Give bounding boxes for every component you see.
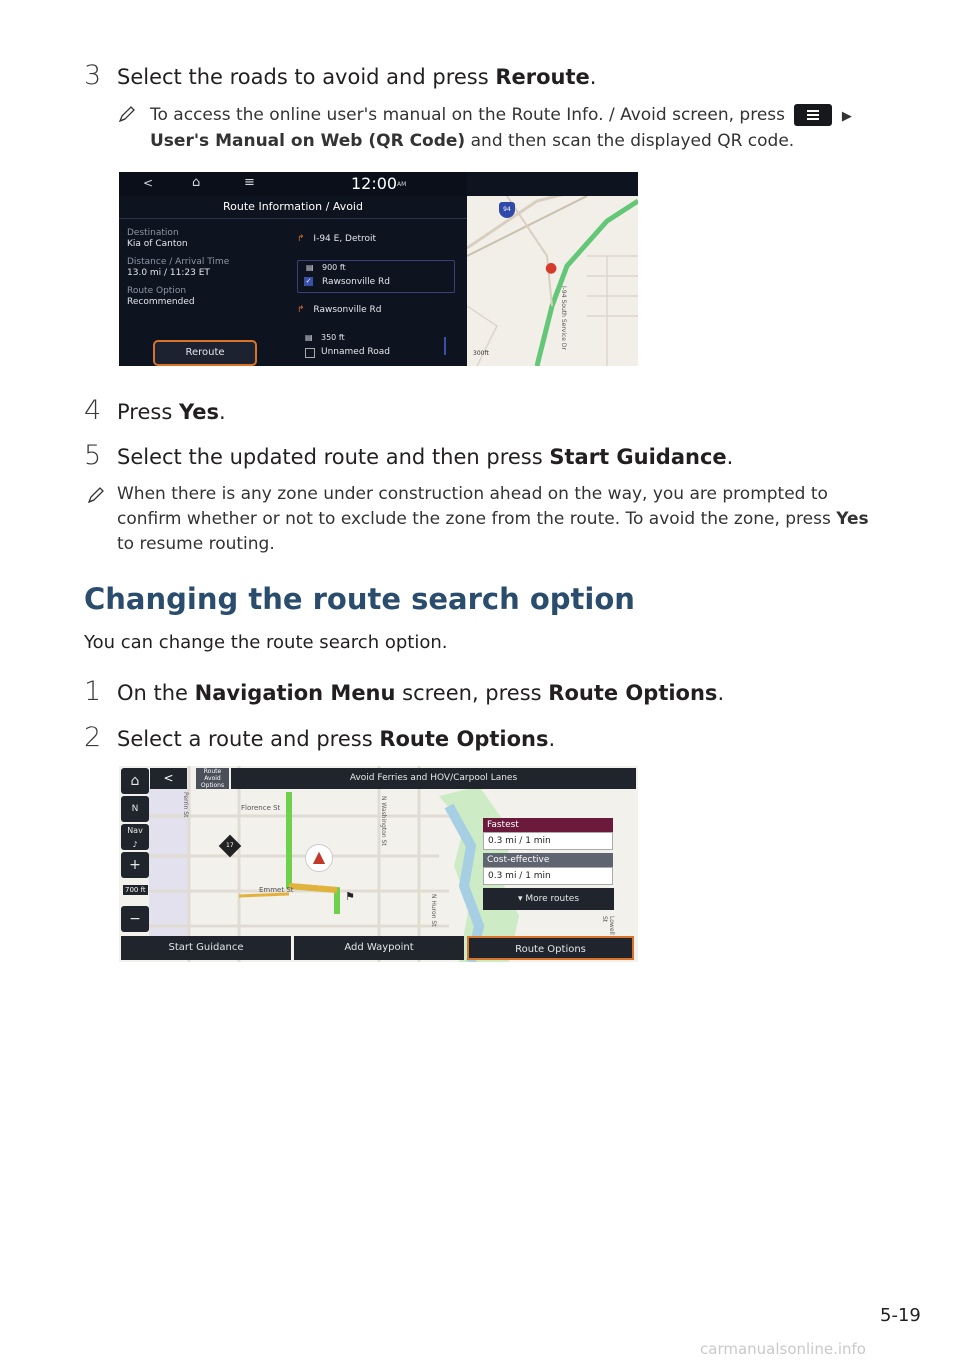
note-construction-zone: When there is any zone under construction ahead on the way, you are prompted to confirm whether or not to exclude the zone from the route. To avoid the zone, press Yes to resume routing. (117, 484, 869, 554)
reroute-button[interactable]: Reroute (153, 340, 257, 366)
destination-label: Destination (127, 228, 179, 238)
route-cost-effective[interactable]: Cost-effective 0.3 mi / 1 min (483, 853, 613, 885)
distance-value: 13.0 mi / 11:23 ET (127, 268, 210, 278)
interstate-shield-icon: 94 (499, 202, 515, 218)
step-5: 5 Select the updated route and then press Start Guidance. (84, 440, 734, 471)
map-drawing (467, 196, 638, 366)
checkbox-checked[interactable]: ✓ (305, 277, 312, 285)
lane-icon: ▤ (306, 263, 314, 272)
page-number: 5-19 (880, 1305, 921, 1326)
route-row-distance: 350 ft (321, 333, 345, 342)
destination-flag-icon: ⚑ (345, 890, 355, 903)
pencil-note-icon (86, 485, 106, 505)
start-guidance-button[interactable]: Start Guidance (121, 936, 291, 960)
divider (119, 218, 467, 219)
street-label: N Washington St (380, 796, 387, 846)
route-row-selected[interactable]: ▤ 900 ft ✓ Rawsonville Rd (297, 260, 455, 293)
street-label: Emmet St (259, 886, 294, 894)
scrollbar[interactable] (444, 337, 446, 355)
route-row[interactable]: ↱ Rawsonville Rd (297, 305, 382, 315)
top-bar (119, 172, 467, 196)
clock-ampm: AM (397, 181, 407, 188)
zoom-in-button[interactable]: + (121, 852, 149, 878)
menu-icon[interactable]: ≡ (244, 175, 255, 190)
watermark-footer: carmanualsonline.info (700, 1340, 866, 1358)
back-button[interactable]: < (150, 768, 187, 789)
clock: 12:00 (351, 174, 398, 193)
section-heading: Changing the route search option (84, 582, 635, 616)
screen-title: Route Information / Avoid (223, 200, 363, 213)
street-label: Florence St (241, 804, 281, 812)
lane-icon: ▤ (305, 333, 313, 342)
compass-button[interactable]: N (121, 796, 149, 822)
speaker-icon: ♪ (132, 840, 138, 849)
section-intro: You can change the route search option. (84, 632, 448, 653)
route-option-label: Route Option (127, 286, 187, 296)
route-shield-icon: 17 (219, 835, 242, 858)
more-routes-button[interactable]: ▾ More routes (483, 888, 614, 910)
distance-label: Distance / Arrival Time (127, 257, 230, 267)
checkbox-unchecked[interactable] (305, 348, 315, 358)
pencil-note-icon (117, 104, 137, 124)
street-label: Perrin St (182, 792, 189, 818)
route-avoid-options-tab[interactable]: Route Avoid Options (196, 768, 229, 789)
arrow-right-icon: ▶ (841, 109, 852, 124)
map-scale: 300ft (473, 350, 489, 357)
step-2: 2 Select a route and press Route Options. (84, 722, 556, 753)
route-row[interactable]: ↱ I-94 E, Detroit (297, 234, 377, 244)
step-4: 4 Press Yes. (84, 395, 226, 426)
street-label: N Huron St (430, 894, 437, 927)
current-position-icon: ▲ (305, 844, 333, 872)
map-view[interactable] (467, 196, 638, 366)
menu-icon (794, 104, 832, 126)
home-icon[interactable]: ⌂ (192, 175, 201, 190)
destination-value: Kia of Canton (127, 239, 188, 249)
map-scale: 700 ft (125, 886, 146, 894)
street-label: Lowell St (601, 916, 615, 935)
note-user-manual: To access the online user's manual on the Route Info. / Avoid screen, press ▶ User's Manual on Web (QR Code) and then scan the displayed QR code. (150, 105, 852, 151)
turn-right-icon: ↱ (297, 305, 305, 315)
route-row-name: Unnamed Road (321, 347, 390, 357)
step-3: 3 Select the roads to avoid and press Reroute. (84, 60, 597, 91)
turn-right-icon: ↱ (297, 234, 305, 244)
map-road-label: I-94 South Service Dr (560, 286, 567, 350)
add-waypoint-button[interactable]: Add Waypoint (294, 936, 464, 960)
route-info-avoid-screenshot (119, 172, 638, 366)
step-1: 1 On the Navigation Menu screen, press Route Options. (84, 676, 725, 707)
destination-pin-icon: ● (545, 260, 558, 276)
back-icon[interactable]: < (143, 176, 154, 190)
route-fastest[interactable]: Fastest 0.3 mi / 1 min (483, 818, 613, 850)
route-options-screenshot (119, 766, 638, 962)
route-option-value: Recommended (127, 297, 195, 307)
home-button[interactable]: ⌂ (121, 768, 149, 794)
chevron-down-icon: ▾ (517, 894, 526, 904)
nav-sound-button[interactable]: Nav ♪ (121, 824, 149, 850)
avoid-header: Avoid Ferries and HOV/Carpool Lanes (231, 768, 636, 789)
zoom-out-button[interactable]: − (121, 906, 149, 932)
route-options-button[interactable]: Route Options (467, 936, 634, 960)
